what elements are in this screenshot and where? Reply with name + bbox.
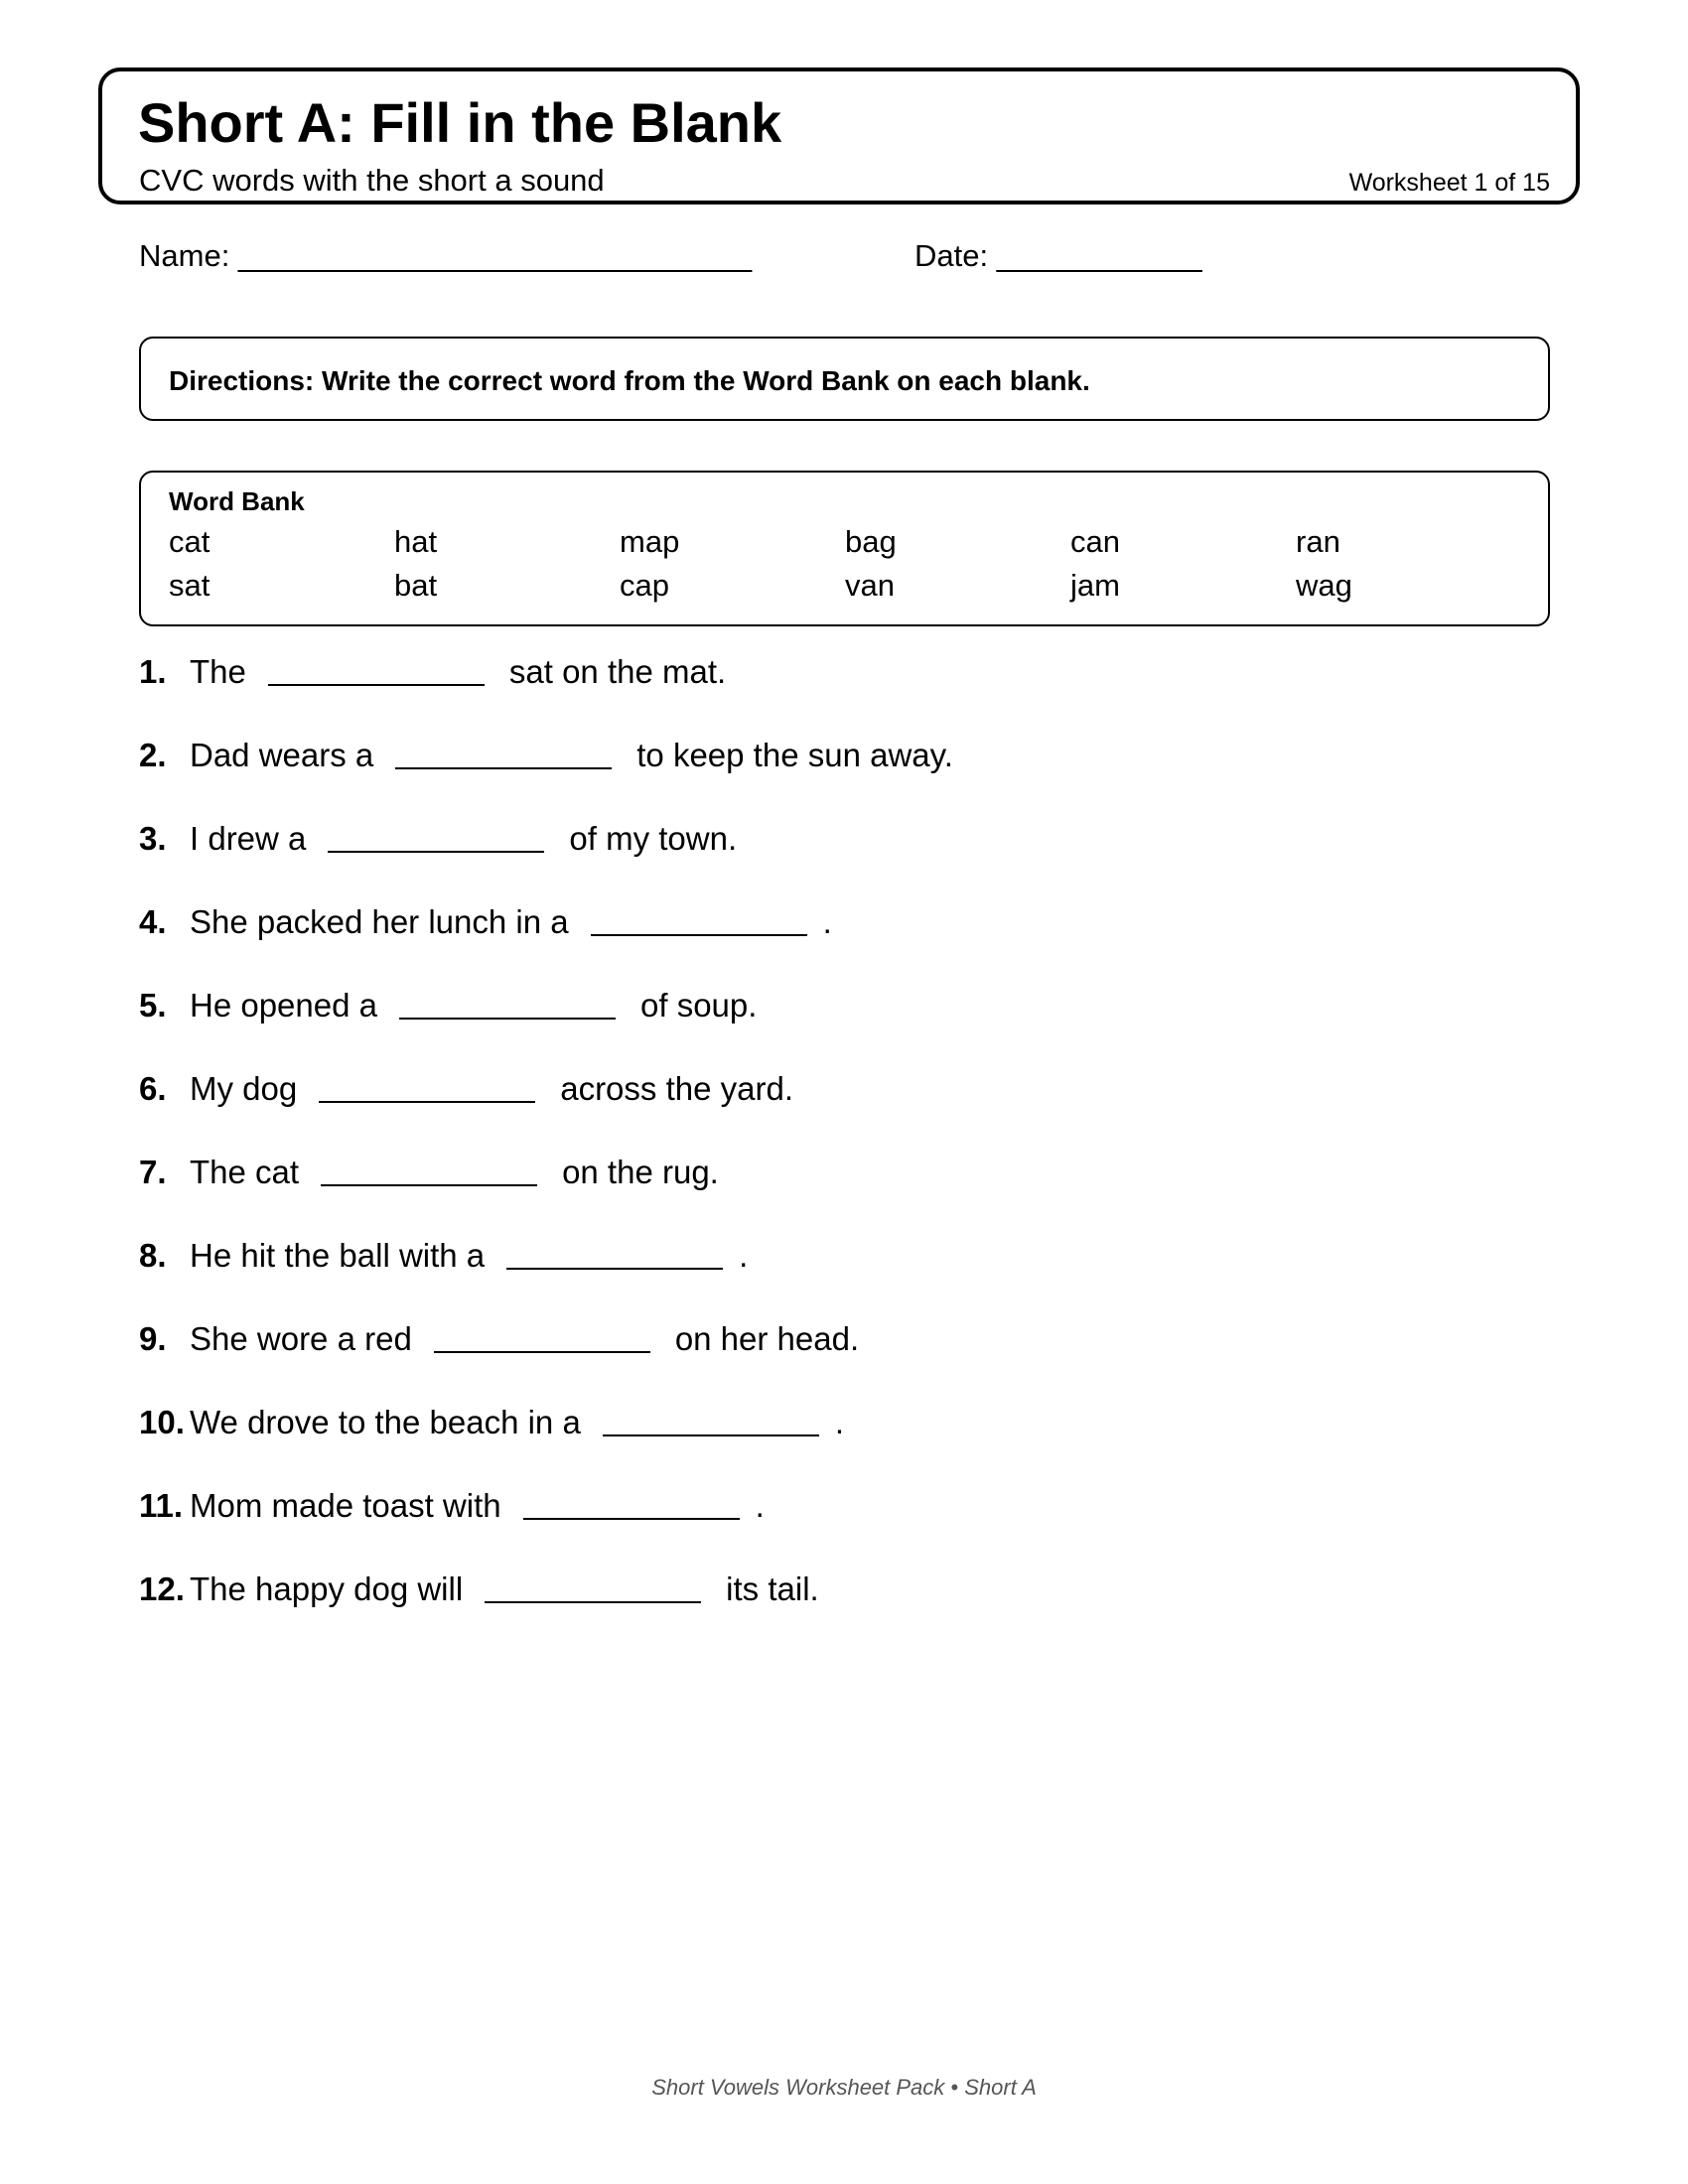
- question-text-before: She wore a red: [190, 1320, 412, 1357]
- word-bank-title: Word Bank: [169, 486, 305, 516]
- question-text-after: on her head.: [674, 1320, 860, 1357]
- question-text-after: on the rug.: [562, 1154, 719, 1190]
- date-field: Date: ____________: [914, 238, 1202, 273]
- name-field: Name: ______________________________: [139, 238, 753, 273]
- question-number: 9.: [139, 1320, 167, 1357]
- question-text-before: He opened a: [190, 987, 377, 1024]
- word-bank-word: jam: [1070, 568, 1120, 603]
- question-item: [139, 1156, 719, 1195]
- worksheet-count: Worksheet 1 of 15: [1348, 169, 1550, 197]
- answer-blank[interactable]: [523, 1517, 740, 1520]
- question-number: 5.: [139, 987, 167, 1024]
- question-text-before: The cat: [190, 1154, 300, 1190]
- question-text-before: I drew a: [190, 820, 307, 857]
- question-item: [139, 1072, 793, 1112]
- answer-blank[interactable]: [395, 766, 612, 769]
- page-title: Short A: Fill in the Blank: [138, 91, 782, 154]
- word-bank-grid: [169, 526, 1521, 614]
- answer-blank[interactable]: [399, 1017, 616, 1020]
- question-number: 3.: [139, 820, 167, 857]
- word-bank-word: map: [620, 524, 680, 559]
- question-text-after: to keep the sun away.: [636, 737, 953, 773]
- question-text-after: of soup.: [640, 987, 758, 1024]
- question-number: 8.: [139, 1237, 167, 1274]
- question-number: 2.: [139, 737, 167, 773]
- page-footer: Short Vowels Worksheet Pack • Short A: [651, 2075, 1037, 2100]
- question-text-after: .: [755, 1487, 765, 1524]
- question-text-before: My dog: [190, 1070, 298, 1107]
- directions-text: Directions: Write the correct word from the Word Bank on each blank.: [169, 365, 1090, 396]
- question-text-after: across the yard.: [560, 1070, 793, 1107]
- question-text-after: of my town.: [569, 820, 738, 857]
- word-bank-word: can: [1070, 524, 1120, 559]
- question-text-after: its tail.: [726, 1570, 819, 1607]
- question-text-after: sat on the mat.: [508, 653, 727, 690]
- question-text-before: We drove to the beach in a: [190, 1404, 581, 1440]
- question-item: [139, 822, 737, 862]
- question-text-before: The: [190, 653, 246, 690]
- answer-blank[interactable]: [321, 1183, 537, 1186]
- question-item: [139, 1406, 844, 1445]
- answer-blank[interactable]: [485, 1600, 701, 1603]
- question-text-before: She packed her lunch in a: [190, 903, 569, 940]
- answer-blank[interactable]: [319, 1100, 535, 1103]
- question-text-before: Mom made toast with: [190, 1487, 501, 1524]
- word-bank-word: bag: [845, 524, 897, 559]
- question-number: 11.: [139, 1487, 184, 1524]
- answer-blank[interactable]: [591, 933, 807, 936]
- question-text-before: Dad wears a: [190, 737, 374, 773]
- answer-blank[interactable]: [268, 683, 485, 686]
- question-text-before: He hit the ball with a: [190, 1237, 486, 1274]
- answer-blank[interactable]: [603, 1433, 819, 1436]
- question-item: [139, 655, 726, 695]
- word-bank-word: wag: [1296, 568, 1352, 603]
- question-item: [139, 739, 953, 778]
- question-item: [139, 1572, 819, 1612]
- answer-blank[interactable]: [506, 1267, 723, 1270]
- question-number: 4.: [139, 903, 167, 940]
- question-item: [139, 1489, 765, 1529]
- question-number: 6.: [139, 1070, 167, 1107]
- question-text-after: .: [822, 903, 832, 940]
- word-bank-word: cap: [620, 568, 669, 603]
- question-item: [139, 905, 832, 945]
- page-subtitle: CVC words with the short a sound: [139, 163, 605, 198]
- word-bank-word: cat: [169, 524, 211, 559]
- word-bank-word: bat: [394, 568, 438, 603]
- question-number: 10.: [139, 1404, 185, 1440]
- word-bank-word: van: [845, 568, 895, 603]
- word-bank-word: sat: [169, 568, 211, 603]
- question-text-after: .: [739, 1237, 749, 1274]
- question-number: 12.: [139, 1570, 185, 1607]
- word-bank-word: ran: [1296, 524, 1340, 559]
- answer-blank[interactable]: [434, 1350, 650, 1353]
- question-number: 1.: [139, 653, 167, 690]
- question-number: 7.: [139, 1154, 167, 1190]
- answer-blank[interactable]: [328, 850, 544, 853]
- question-item: [139, 1239, 748, 1279]
- question-text-after: .: [834, 1404, 844, 1440]
- question-item: [139, 989, 757, 1028]
- question-item: [139, 1322, 859, 1362]
- word-bank-word: hat: [394, 524, 438, 559]
- question-text-before: The happy dog will: [190, 1570, 464, 1607]
